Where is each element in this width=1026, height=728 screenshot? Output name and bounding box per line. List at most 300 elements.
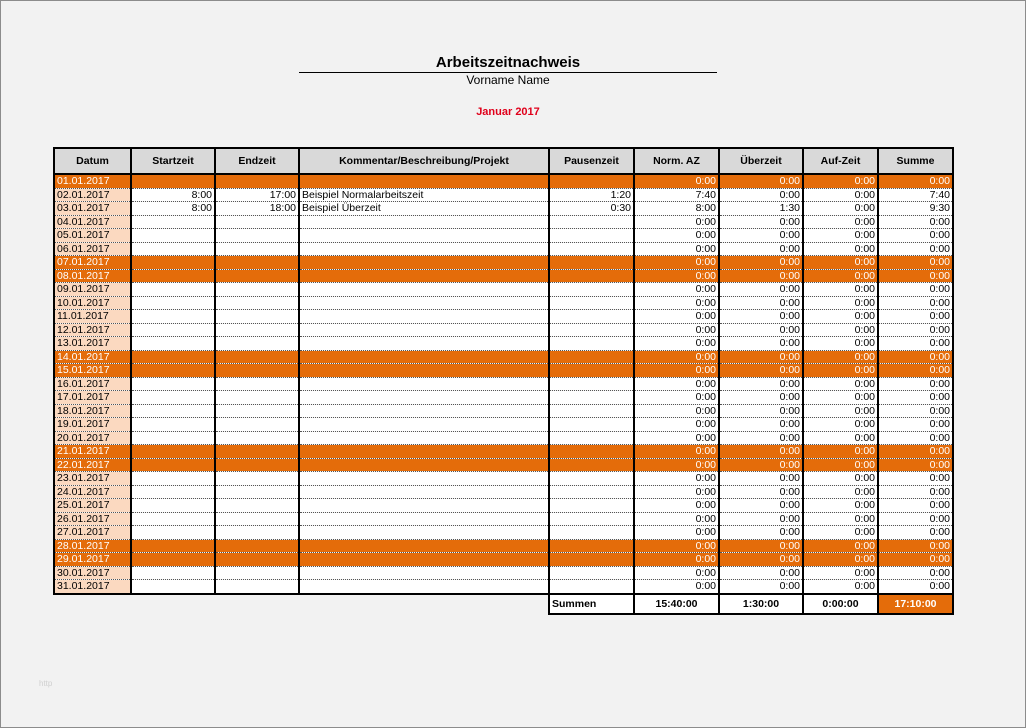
cell-ueberzeit[interactable]: 0:00 <box>719 188 803 202</box>
cell-pausenzeit[interactable] <box>549 310 634 324</box>
col-summe[interactable]: Summe <box>878 148 953 174</box>
cell-datum[interactable]: 27.01.2017 <box>54 526 131 540</box>
cell-norm-az[interactable]: 0:00 <box>634 566 719 580</box>
cell-endzeit[interactable] <box>215 364 299 378</box>
cell-kommentar[interactable] <box>299 404 549 418</box>
cell-kommentar[interactable] <box>299 526 549 540</box>
cell-auf-zeit[interactable]: 0:00 <box>803 215 878 229</box>
cell-auf-zeit[interactable]: 0:00 <box>803 485 878 499</box>
cell-pausenzeit[interactable] <box>549 512 634 526</box>
cell-pausenzeit[interactable] <box>549 283 634 297</box>
cell-summe[interactable]: 0:00 <box>878 323 953 337</box>
cell-kommentar[interactable] <box>299 377 549 391</box>
cell-summe[interactable]: 0:00 <box>878 377 953 391</box>
cell-summe[interactable]: 0:00 <box>878 418 953 432</box>
cell-auf-zeit[interactable]: 0:00 <box>803 364 878 378</box>
cell-summe[interactable]: 0:00 <box>878 580 953 594</box>
cell-summe[interactable]: 0:00 <box>878 296 953 310</box>
total-auf-zeit[interactable]: 0:00:00 <box>803 594 878 614</box>
cell-kommentar[interactable] <box>299 472 549 486</box>
cell-norm-az[interactable]: 0:00 <box>634 337 719 351</box>
cell-endzeit[interactable] <box>215 310 299 324</box>
cell-kommentar[interactable] <box>299 391 549 405</box>
cell-startzeit[interactable] <box>131 350 215 364</box>
cell-startzeit[interactable] <box>131 242 215 256</box>
cell-pausenzeit[interactable] <box>549 418 634 432</box>
cell-endzeit[interactable] <box>215 458 299 472</box>
cell-pausenzeit[interactable] <box>549 323 634 337</box>
total-summe[interactable]: 17:10:00 <box>878 594 953 614</box>
cell-kommentar[interactable] <box>299 512 549 526</box>
cell-norm-az[interactable]: 0:00 <box>634 445 719 459</box>
total-ueberzeit[interactable]: 1:30:00 <box>719 594 803 614</box>
cell-startzeit[interactable] <box>131 445 215 459</box>
cell-auf-zeit[interactable]: 0:00 <box>803 566 878 580</box>
cell-ueberzeit[interactable]: 0:00 <box>719 458 803 472</box>
cell-kommentar[interactable] <box>299 418 549 432</box>
cell-pausenzeit[interactable] <box>549 485 634 499</box>
cell-startzeit[interactable] <box>131 458 215 472</box>
cell-datum[interactable]: 28.01.2017 <box>54 539 131 553</box>
employee-name: Vorname Name <box>466 73 550 87</box>
cell-summe[interactable]: 0:00 <box>878 472 953 486</box>
col-norm-az[interactable]: Norm. AZ <box>634 148 719 174</box>
cell-datum[interactable]: 26.01.2017 <box>54 512 131 526</box>
cell-norm-az[interactable]: 0:00 <box>634 526 719 540</box>
col-datum[interactable]: Datum <box>54 148 131 174</box>
cell-norm-az[interactable]: 0:00 <box>634 350 719 364</box>
cell-startzeit[interactable] <box>131 256 215 270</box>
cell-norm-az[interactable]: 0:00 <box>634 256 719 270</box>
cell-startzeit[interactable] <box>131 472 215 486</box>
cell-endzeit[interactable] <box>215 283 299 297</box>
cell-norm-az[interactable]: 0:00 <box>634 364 719 378</box>
cell-auf-zeit[interactable]: 0:00 <box>803 229 878 243</box>
cell-kommentar[interactable] <box>299 242 549 256</box>
cell-pausenzeit[interactable] <box>549 458 634 472</box>
cell-pausenzeit[interactable] <box>549 296 634 310</box>
cell-pausenzeit[interactable] <box>549 404 634 418</box>
cell-auf-zeit[interactable]: 0:00 <box>803 580 878 594</box>
cell-norm-az[interactable]: 0:00 <box>634 269 719 283</box>
cell-pausenzeit[interactable] <box>549 377 634 391</box>
cell-pausenzeit[interactable] <box>549 499 634 513</box>
col-startzeit[interactable]: Startzeit <box>131 148 215 174</box>
cell-pausenzeit[interactable] <box>549 431 634 445</box>
cell-datum[interactable]: 11.01.2017 <box>54 310 131 324</box>
cell-endzeit[interactable] <box>215 539 299 553</box>
cell-summe[interactable]: 0:00 <box>878 269 953 283</box>
cell-auf-zeit[interactable]: 0:00 <box>803 296 878 310</box>
cell-endzeit[interactable] <box>215 404 299 418</box>
cell-auf-zeit[interactable]: 0:00 <box>803 418 878 432</box>
header-row <box>54 148 953 174</box>
cell-ueberzeit[interactable]: 0:00 <box>719 418 803 432</box>
cell-summe[interactable]: 0:00 <box>878 553 953 567</box>
cell-ueberzeit[interactable]: 0:00 <box>719 323 803 337</box>
cell-norm-az[interactable]: 0:00 <box>634 215 719 229</box>
cell-auf-zeit[interactable]: 0:00 <box>803 283 878 297</box>
cell-ueberzeit[interactable]: 0:00 <box>719 377 803 391</box>
cell-endzeit[interactable] <box>215 580 299 594</box>
cell-startzeit[interactable] <box>131 566 215 580</box>
cell-auf-zeit[interactable]: 0:00 <box>803 323 878 337</box>
cell-summe[interactable]: 0:00 <box>878 283 953 297</box>
cell-summe[interactable]: 9:30 <box>878 202 953 216</box>
cell-kommentar[interactable] <box>299 485 549 499</box>
cell-summe[interactable]: 0:00 <box>878 526 953 540</box>
cell-norm-az[interactable]: 0:00 <box>634 242 719 256</box>
cell-norm-az[interactable]: 0:00 <box>634 512 719 526</box>
cell-ueberzeit[interactable]: 0:00 <box>719 174 803 188</box>
cell-kommentar[interactable] <box>299 445 549 459</box>
cell-startzeit[interactable] <box>131 229 215 243</box>
cell-endzeit[interactable] <box>215 337 299 351</box>
cell-auf-zeit[interactable]: 0:00 <box>803 377 878 391</box>
cell-endzeit[interactable] <box>215 472 299 486</box>
cell-norm-az[interactable]: 0:00 <box>634 499 719 513</box>
table-row <box>54 553 953 567</box>
cell-datum[interactable]: 24.01.2017 <box>54 485 131 499</box>
cell-datum[interactable]: 23.01.2017 <box>54 472 131 486</box>
col-kommentar[interactable]: Kommentar/Beschreibung/Projekt <box>299 148 549 174</box>
cell-endzeit[interactable] <box>215 269 299 283</box>
cell-startzeit[interactable] <box>131 215 215 229</box>
cell-norm-az[interactable]: 0:00 <box>634 431 719 445</box>
cell-datum[interactable]: 06.01.2017 <box>54 242 131 256</box>
cell-startzeit[interactable] <box>131 539 215 553</box>
cell-norm-az[interactable]: 0:00 <box>634 553 719 567</box>
cell-kommentar[interactable]: Beispiel Normalarbeitszeit <box>299 188 549 202</box>
cell-startzeit[interactable] <box>131 431 215 445</box>
cell-pausenzeit[interactable] <box>549 580 634 594</box>
cell-norm-az[interactable]: 0:00 <box>634 377 719 391</box>
cell-startzeit[interactable] <box>131 499 215 513</box>
cell-summe[interactable]: 0:00 <box>878 404 953 418</box>
cell-pausenzeit[interactable] <box>549 445 634 459</box>
cell-datum[interactable]: 07.01.2017 <box>54 256 131 270</box>
cell-auf-zeit[interactable]: 0:00 <box>803 431 878 445</box>
cell-ueberzeit[interactable]: 0:00 <box>719 404 803 418</box>
cell-auf-zeit[interactable]: 0:00 <box>803 539 878 553</box>
cell-ueberzeit[interactable]: 0:00 <box>719 337 803 351</box>
cell-endzeit[interactable]: 18:00 <box>215 202 299 216</box>
cell-ueberzeit[interactable]: 0:00 <box>719 242 803 256</box>
cell-kommentar[interactable] <box>299 458 549 472</box>
cell-auf-zeit[interactable]: 0:00 <box>803 512 878 526</box>
cell-pausenzeit[interactable] <box>549 242 634 256</box>
cell-kommentar[interactable] <box>299 431 549 445</box>
cell-auf-zeit[interactable]: 0:00 <box>803 350 878 364</box>
cell-pausenzeit[interactable]: 1:20 <box>549 188 634 202</box>
cell-kommentar[interactable] <box>299 499 549 513</box>
cell-endzeit[interactable] <box>215 323 299 337</box>
cell-kommentar[interactable] <box>299 580 549 594</box>
cell-auf-zeit[interactable]: 0:00 <box>803 269 878 283</box>
cell-summe[interactable]: 0:00 <box>878 391 953 405</box>
cell-auf-zeit[interactable]: 0:00 <box>803 526 878 540</box>
cell-ueberzeit[interactable]: 0:00 <box>719 364 803 378</box>
cell-startzeit[interactable]: 8:00 <box>131 202 215 216</box>
cell-summe[interactable]: 0:00 <box>878 350 953 364</box>
cell-summe[interactable]: 0:00 <box>878 539 953 553</box>
cell-pausenzeit[interactable] <box>549 364 634 378</box>
cell-auf-zeit[interactable]: 0:00 <box>803 242 878 256</box>
cell-endzeit[interactable] <box>215 242 299 256</box>
cell-kommentar[interactable] <box>299 350 549 364</box>
cell-startzeit[interactable] <box>131 310 215 324</box>
cell-summe[interactable]: 0:00 <box>878 242 953 256</box>
cell-ueberzeit[interactable]: 0:00 <box>719 445 803 459</box>
cell-summe[interactable]: 0:00 <box>878 337 953 351</box>
cell-startzeit[interactable] <box>131 174 215 188</box>
cell-startzeit[interactable] <box>131 580 215 594</box>
cell-kommentar[interactable] <box>299 229 549 243</box>
totals-label: Summen <box>549 594 634 614</box>
cell-norm-az[interactable]: 0:00 <box>634 404 719 418</box>
cell-summe[interactable]: 0:00 <box>878 310 953 324</box>
cell-norm-az[interactable]: 0:00 <box>634 174 719 188</box>
cell-norm-az[interactable]: 0:00 <box>634 472 719 486</box>
cell-startzeit[interactable] <box>131 377 215 391</box>
cell-norm-az[interactable]: 7:40 <box>634 188 719 202</box>
col-pausenzeit[interactable]: Pausenzeit <box>549 148 634 174</box>
cell-ueberzeit[interactable]: 0:00 <box>719 391 803 405</box>
cell-norm-az[interactable]: 0:00 <box>634 229 719 243</box>
cell-norm-az[interactable]: 8:00 <box>634 202 719 216</box>
col-auf-zeit[interactable]: Auf-Zeit <box>803 148 878 174</box>
cell-ueberzeit[interactable]: 0:00 <box>719 499 803 513</box>
cell-auf-zeit[interactable]: 0:00 <box>803 337 878 351</box>
cell-datum[interactable]: 10.01.2017 <box>54 296 131 310</box>
cell-summe[interactable]: 0:00 <box>878 256 953 270</box>
cell-endzeit[interactable] <box>215 229 299 243</box>
cell-ueberzeit[interactable]: 0:00 <box>719 215 803 229</box>
cell-startzeit[interactable] <box>131 404 215 418</box>
total-norm-az[interactable]: 15:40:00 <box>634 594 719 614</box>
cell-endzeit[interactable] <box>215 512 299 526</box>
cell-endzeit[interactable] <box>215 174 299 188</box>
cell-datum[interactable]: 12.01.2017 <box>54 323 131 337</box>
cell-auf-zeit[interactable]: 0:00 <box>803 499 878 513</box>
cell-endzeit[interactable] <box>215 391 299 405</box>
cell-ueberzeit[interactable]: 0:00 <box>719 310 803 324</box>
cell-startzeit[interactable] <box>131 296 215 310</box>
cell-ueberzeit[interactable]: 0:00 <box>719 566 803 580</box>
cell-kommentar[interactable] <box>299 566 549 580</box>
cell-auf-zeit[interactable]: 0:00 <box>803 553 878 567</box>
cell-auf-zeit[interactable]: 0:00 <box>803 310 878 324</box>
cell-datum[interactable]: 04.01.2017 <box>54 215 131 229</box>
cell-auf-zeit[interactable]: 0:00 <box>803 458 878 472</box>
cell-pausenzeit[interactable] <box>549 269 634 283</box>
cell-endzeit[interactable] <box>215 418 299 432</box>
cell-kommentar[interactable] <box>299 174 549 188</box>
cell-summe[interactable]: 0:00 <box>878 499 953 513</box>
cell-summe[interactable]: 0:00 <box>878 485 953 499</box>
cell-datum[interactable]: 01.01.2017 <box>54 174 131 188</box>
cell-auf-zeit[interactable]: 0:00 <box>803 404 878 418</box>
cell-summe[interactable]: 0:00 <box>878 431 953 445</box>
cell-summe[interactable]: 0:00 <box>878 174 953 188</box>
cell-kommentar[interactable] <box>299 269 549 283</box>
cell-startzeit[interactable] <box>131 526 215 540</box>
cell-pausenzeit[interactable] <box>549 526 634 540</box>
cell-datum[interactable]: 20.01.2017 <box>54 431 131 445</box>
cell-summe[interactable]: 7:40 <box>878 188 953 202</box>
cell-kommentar[interactable] <box>299 553 549 567</box>
cell-kommentar[interactable]: Beispiel Überzeit <box>299 202 549 216</box>
cell-kommentar[interactable] <box>299 337 549 351</box>
cell-ueberzeit[interactable]: 0:00 <box>719 512 803 526</box>
cell-pausenzeit[interactable]: 0:30 <box>549 202 634 216</box>
cell-ueberzeit[interactable]: 0:00 <box>719 472 803 486</box>
cell-startzeit[interactable] <box>131 364 215 378</box>
cell-datum[interactable]: 14.01.2017 <box>54 350 131 364</box>
cell-datum[interactable]: 05.01.2017 <box>54 229 131 243</box>
cell-datum[interactable]: 09.01.2017 <box>54 283 131 297</box>
cell-auf-zeit[interactable]: 0:00 <box>803 256 878 270</box>
cell-pausenzeit[interactable] <box>549 256 634 270</box>
cell-endzeit[interactable] <box>215 485 299 499</box>
cell-summe[interactable]: 0:00 <box>878 445 953 459</box>
cell-norm-az[interactable]: 0:00 <box>634 310 719 324</box>
cell-ueberzeit[interactable]: 0:00 <box>719 256 803 270</box>
cell-ueberzeit[interactable]: 0:00 <box>719 283 803 297</box>
cell-ueberzeit[interactable]: 1:30 <box>719 202 803 216</box>
cell-endzeit[interactable] <box>215 215 299 229</box>
cell-startzeit[interactable] <box>131 337 215 351</box>
cell-kommentar[interactable] <box>299 283 549 297</box>
col-ueberzeit[interactable]: Überzeit <box>719 148 803 174</box>
cell-ueberzeit[interactable]: 0:00 <box>719 580 803 594</box>
cell-startzeit[interactable] <box>131 512 215 526</box>
cell-pausenzeit[interactable] <box>549 472 634 486</box>
cell-kommentar[interactable] <box>299 539 549 553</box>
cell-ueberzeit[interactable]: 0:00 <box>719 485 803 499</box>
cell-norm-az[interactable]: 0:00 <box>634 539 719 553</box>
cell-pausenzeit[interactable] <box>549 350 634 364</box>
cell-norm-az[interactable]: 0:00 <box>634 323 719 337</box>
cell-auf-zeit[interactable]: 0:00 <box>803 445 878 459</box>
cell-datum[interactable]: 19.01.2017 <box>54 418 131 432</box>
cell-ueberzeit[interactable]: 0:00 <box>719 526 803 540</box>
cell-kommentar[interactable] <box>299 256 549 270</box>
cell-norm-az[interactable]: 0:00 <box>634 283 719 297</box>
cell-kommentar[interactable] <box>299 296 549 310</box>
cell-norm-az[interactable]: 0:00 <box>634 391 719 405</box>
cell-startzeit[interactable] <box>131 269 215 283</box>
cell-startzeit[interactable]: 8:00 <box>131 188 215 202</box>
cell-datum[interactable]: 08.01.2017 <box>54 269 131 283</box>
cell-datum[interactable]: 15.01.2017 <box>54 364 131 378</box>
cell-datum[interactable]: 21.01.2017 <box>54 445 131 459</box>
cell-kommentar[interactable] <box>299 310 549 324</box>
cell-summe[interactable]: 0:00 <box>878 512 953 526</box>
cell-endzeit[interactable] <box>215 431 299 445</box>
cell-pausenzeit[interactable] <box>549 566 634 580</box>
cell-auf-zeit[interactable]: 0:00 <box>803 174 878 188</box>
cell-datum[interactable]: 02.01.2017 <box>54 188 131 202</box>
cell-endzeit[interactable] <box>215 445 299 459</box>
cell-auf-zeit[interactable]: 0:00 <box>803 202 878 216</box>
cell-norm-az[interactable]: 0:00 <box>634 296 719 310</box>
cell-endzeit[interactable] <box>215 553 299 567</box>
cell-ueberzeit[interactable]: 0:00 <box>719 553 803 567</box>
cell-startzeit[interactable] <box>131 485 215 499</box>
cell-datum[interactable]: 29.01.2017 <box>54 553 131 567</box>
cell-summe[interactable]: 0:00 <box>878 566 953 580</box>
cell-startzeit[interactable] <box>131 553 215 567</box>
cell-summe[interactable]: 0:00 <box>878 458 953 472</box>
cell-datum[interactable]: 16.01.2017 <box>54 377 131 391</box>
cell-startzeit[interactable] <box>131 283 215 297</box>
cell-norm-az[interactable]: 0:00 <box>634 458 719 472</box>
cell-pausenzeit[interactable] <box>549 539 634 553</box>
cell-auf-zeit[interactable]: 0:00 <box>803 391 878 405</box>
cell-endzeit[interactable] <box>215 499 299 513</box>
cell-endzeit[interactable] <box>215 377 299 391</box>
cell-ueberzeit[interactable]: 0:00 <box>719 539 803 553</box>
cell-pausenzeit[interactable] <box>549 229 634 243</box>
cell-datum[interactable]: 30.01.2017 <box>54 566 131 580</box>
cell-datum[interactable]: 18.01.2017 <box>54 404 131 418</box>
cell-pausenzeit[interactable] <box>549 337 634 351</box>
cell-endzeit[interactable] <box>215 256 299 270</box>
cell-endzeit[interactable] <box>215 566 299 580</box>
cell-summe[interactable]: 0:00 <box>878 215 953 229</box>
cell-summe[interactable]: 0:00 <box>878 364 953 378</box>
cell-summe[interactable]: 0:00 <box>878 229 953 243</box>
cell-kommentar[interactable] <box>299 364 549 378</box>
cell-startzeit[interactable] <box>131 418 215 432</box>
cell-auf-zeit[interactable]: 0:00 <box>803 472 878 486</box>
cell-pausenzeit[interactable] <box>549 391 634 405</box>
col-endzeit[interactable]: Endzeit <box>215 148 299 174</box>
cell-ueberzeit[interactable]: 0:00 <box>719 431 803 445</box>
cell-norm-az[interactable]: 0:00 <box>634 418 719 432</box>
cell-datum[interactable]: 03.01.2017 <box>54 202 131 216</box>
table-row <box>54 323 953 337</box>
cell-datum[interactable]: 22.01.2017 <box>54 458 131 472</box>
cell-ueberzeit[interactable]: 0:00 <box>719 350 803 364</box>
cell-ueberzeit[interactable]: 0:00 <box>719 269 803 283</box>
cell-kommentar[interactable] <box>299 215 549 229</box>
cell-pausenzeit[interactable] <box>549 215 634 229</box>
cell-endzeit[interactable] <box>215 526 299 540</box>
cell-norm-az[interactable]: 0:00 <box>634 485 719 499</box>
month-label: Januar 2017 <box>476 106 540 118</box>
cell-endzeit[interactable] <box>215 296 299 310</box>
cell-datum[interactable]: 25.01.2017 <box>54 499 131 513</box>
cell-endzeit[interactable] <box>215 350 299 364</box>
cell-pausenzeit[interactable] <box>549 174 634 188</box>
cell-kommentar[interactable] <box>299 323 549 337</box>
cell-ueberzeit[interactable]: 0:00 <box>719 229 803 243</box>
cell-startzeit[interactable] <box>131 323 215 337</box>
table-row <box>54 283 953 297</box>
cell-datum[interactable]: 17.01.2017 <box>54 391 131 405</box>
cell-norm-az[interactable]: 0:00 <box>634 580 719 594</box>
cell-pausenzeit[interactable] <box>549 553 634 567</box>
cell-auf-zeit[interactable]: 0:00 <box>803 188 878 202</box>
cell-startzeit[interactable] <box>131 391 215 405</box>
cell-datum[interactable]: 31.01.2017 <box>54 580 131 594</box>
cell-endzeit[interactable]: 17:00 <box>215 188 299 202</box>
cell-datum[interactable]: 13.01.2017 <box>54 337 131 351</box>
table-row <box>54 174 953 188</box>
cell-ueberzeit[interactable]: 0:00 <box>719 296 803 310</box>
